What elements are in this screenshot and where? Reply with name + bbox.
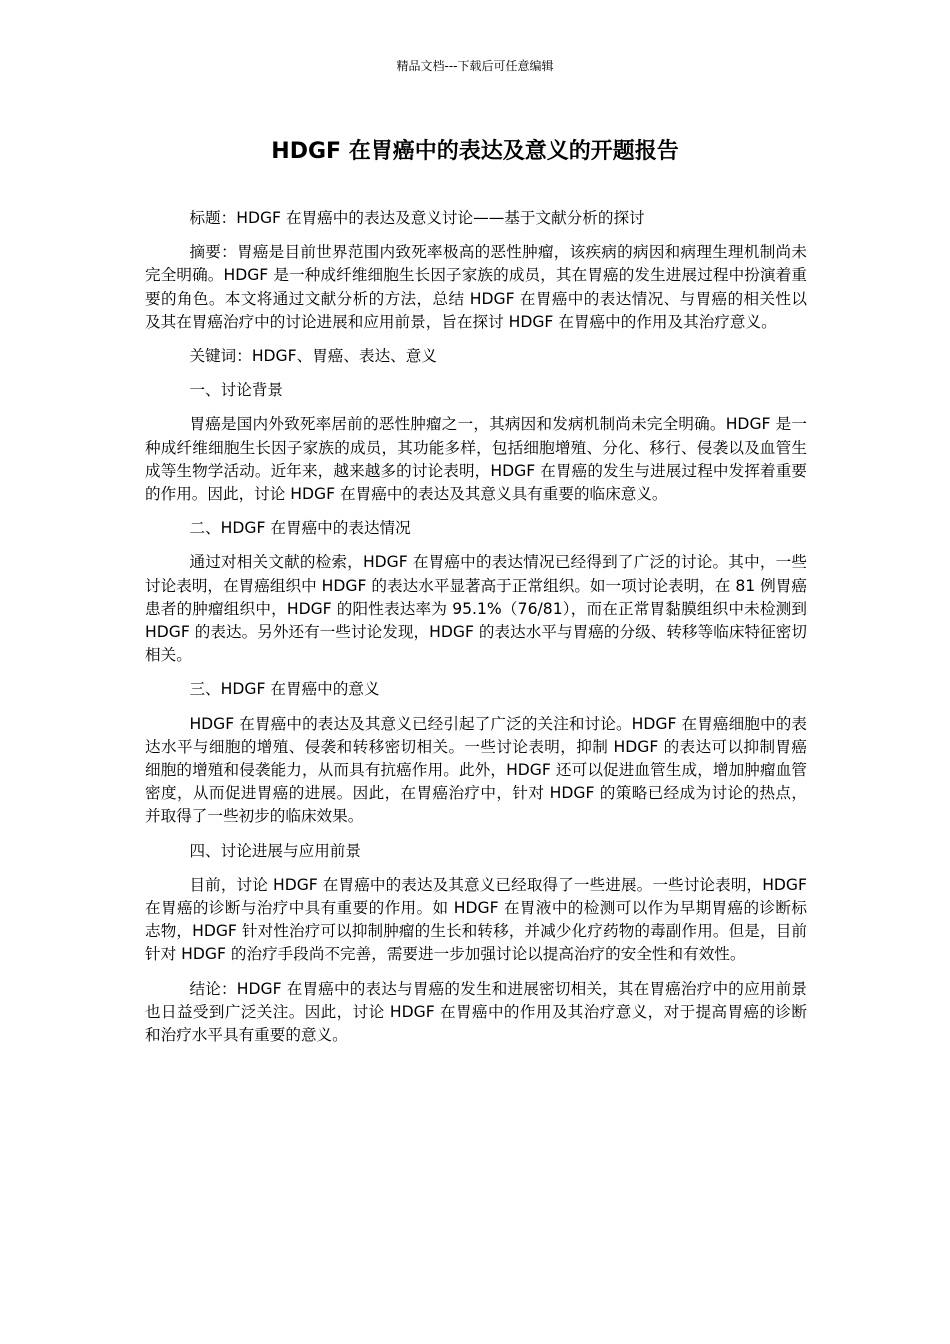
document-body — [145, 207, 807, 1058]
expression-paragraph: 通过对相关文献的检索，HDGF 在胃癌中的表达情况已经得到了广泛的讨论。其中，一些讨论表明，在胃癌组织中 HDGF 的表达水平显著高于正常组织。如一项讨论表明，在 81 例胃癌患者的肿瘤组织中，HDGF 的阳性表达率为 95.1%（76/81），而在正常胃黏膜组织中未检测到 HDGF 的表达。另外还有一些讨论发现，HDGF 的表达水平与胃癌的分级、转移等临床特征密切相关。 — [145, 553, 807, 665]
keywords-paragraph: 关键词：HDGF、胃癌、表达、意义 — [189, 347, 437, 366]
document-title: HDGF 在胃癌中的表达及意义的开题报告 — [271, 139, 679, 164]
section-heading-significance: 三、HDGF 在胃癌中的意义 — [189, 680, 380, 699]
header-note: 精品文档---下载后可任意编辑 — [396, 59, 554, 73]
significance-paragraph: HDGF 在胃癌中的表达及其意义已经引起了广泛的关注和讨论。HDGF 在胃癌细胞中的表达水平与细胞的增殖、侵袭和转移密切相关。一些讨论表明，抑制 HDGF 的表达可以抑制胃癌细胞的增殖和侵袭能力，从而具有抗癌作用。此外，HDGF 还可以促进血管生成，增加肿瘤血管密度，从而促进胃癌的进展。因此，在胃癌治疗中，针对 HDGF 的策略已经成为讨论的热点，并取得了一些初步的临床效果。 — [145, 714, 807, 826]
subtitle-paragraph: 标题：HDGF 在胃癌中的表达及意义讨论——基于文献分析的探讨 — [189, 209, 645, 227]
conclusion-paragraph: 结论：HDGF 在胃癌中的表达与胃癌的发生和进展密切相关，其在胃癌治疗中的应用前景也日益受到广泛关注。因此，讨论 HDGF 在胃癌中的作用及其治疗意义，对于提高胃癌的诊断和治疗水平具有重要的意义。 — [145, 979, 807, 1045]
section-heading-progress: 四、讨论进展与应用前景 — [189, 841, 361, 860]
section-heading-expression: 二、HDGF 在胃癌中的表达情况 — [189, 519, 411, 538]
abstract-paragraph: 摘要：胃癌是目前世界范围内致死率极高的恶性肿瘤，该疾病的病因和病理生理机制尚未完全明确。HDGF 是一种成纤维细胞生长因子家族的成员，其在胃癌的发生进展过程中扮演着重要的角色。本文将通过文献分析的方法，总结 HDGF 在胃癌中的表达情况、与胃癌的相关性以及其在胃癌治疗中的讨论进展和应用前景，旨在探讨 HDGF 在胃癌中的作用及其治疗意义。 — [145, 243, 807, 331]
section-heading-background: 一、讨论背景 — [189, 381, 284, 400]
progress-paragraph: 目前，讨论 HDGF 在胃癌中的表达及其意义已经取得了一些进展。一些讨论表明，HDGF 在胃癌的诊断与治疗中具有重要的作用。如 HDGF 在胃液中的检测可以作为早期胃癌的诊断标志物，HDGF 针对性治疗可以抑制肿瘤的生长和转移，并减少化疗药物的毒副作用。但是，目前针对 HDGF 的治疗手段尚不完善，需要进一步加强讨论以提高治疗的安全性和有效性。 — [145, 875, 807, 964]
background-paragraph: 胃癌是国内外致死率居前的恶性肿瘤之一，其病因和发病机制尚未完全明确。HDGF 是一种成纤维细胞生长因子家族的成员，其功能多样，包括细胞增殖、分化、移行、侵袭以及血管生成等生物学活动。近年来，越来越多的讨论表明，HDGF 在胃癌的发生与进展过程中发挥着重要的作用。因此，讨论 HDGF 在胃癌中的表达及其意义具有重要的临床意义。 — [145, 415, 807, 504]
